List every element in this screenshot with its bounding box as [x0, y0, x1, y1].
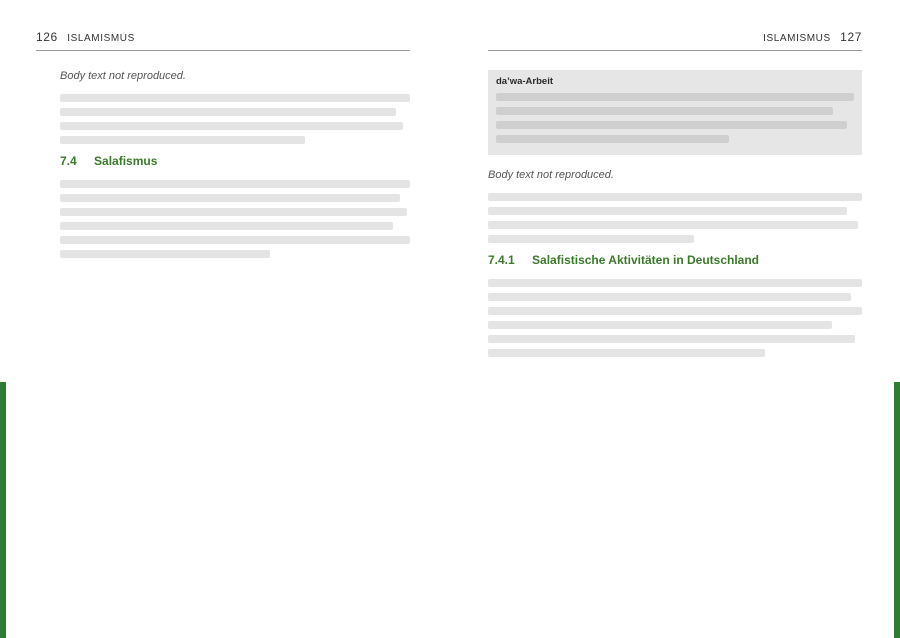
text-line	[488, 221, 858, 229]
right-placeholder-note: Body text not reproduced.	[488, 169, 614, 181]
subsection-number: 7.4.1	[488, 253, 515, 267]
text-line	[496, 107, 833, 115]
text-line	[60, 108, 396, 116]
text-line	[60, 122, 403, 130]
text-line	[488, 307, 862, 315]
text-line	[488, 293, 851, 301]
section-heading-7-4-1	[488, 253, 862, 267]
infobox-dawa	[488, 70, 862, 155]
infobox-title: da’wa-Arbeit	[496, 76, 554, 87]
subsection-title: Salafistische Aktivitäten in Deutschland	[532, 253, 759, 267]
left-placeholder-note: Body text not reproduced.	[60, 70, 186, 82]
text-line	[488, 279, 862, 287]
text-line	[60, 208, 407, 216]
text-line	[496, 135, 729, 143]
text-line	[488, 235, 694, 243]
text-line	[488, 207, 847, 215]
right-running-title: ISLAMISMUS	[763, 33, 831, 44]
right-running-head	[488, 30, 862, 51]
text-line	[60, 222, 393, 230]
text-line	[496, 121, 847, 129]
text-line	[488, 349, 765, 357]
left-page-number: 126	[36, 30, 58, 44]
section-number: 7.4	[60, 154, 77, 168]
left-running-head	[36, 30, 410, 51]
text-line	[488, 321, 832, 329]
text-line	[488, 193, 862, 201]
right-page	[450, 0, 900, 638]
section-title: Salafismus	[94, 154, 158, 168]
left-column	[60, 70, 410, 264]
section-heading-7-4	[60, 154, 410, 168]
left-running-title: ISLAMISMUS	[67, 33, 135, 44]
text-line	[60, 136, 305, 144]
right-page-number: 127	[840, 30, 862, 44]
right-column	[488, 70, 862, 363]
right-thumb-tab	[894, 382, 900, 638]
text-line	[60, 194, 400, 202]
text-line	[60, 236, 410, 244]
text-line	[60, 180, 410, 188]
text-line	[60, 250, 270, 258]
left-thumb-tab	[0, 382, 6, 638]
text-line	[496, 93, 854, 101]
text-line	[60, 94, 410, 102]
text-line	[488, 335, 855, 343]
